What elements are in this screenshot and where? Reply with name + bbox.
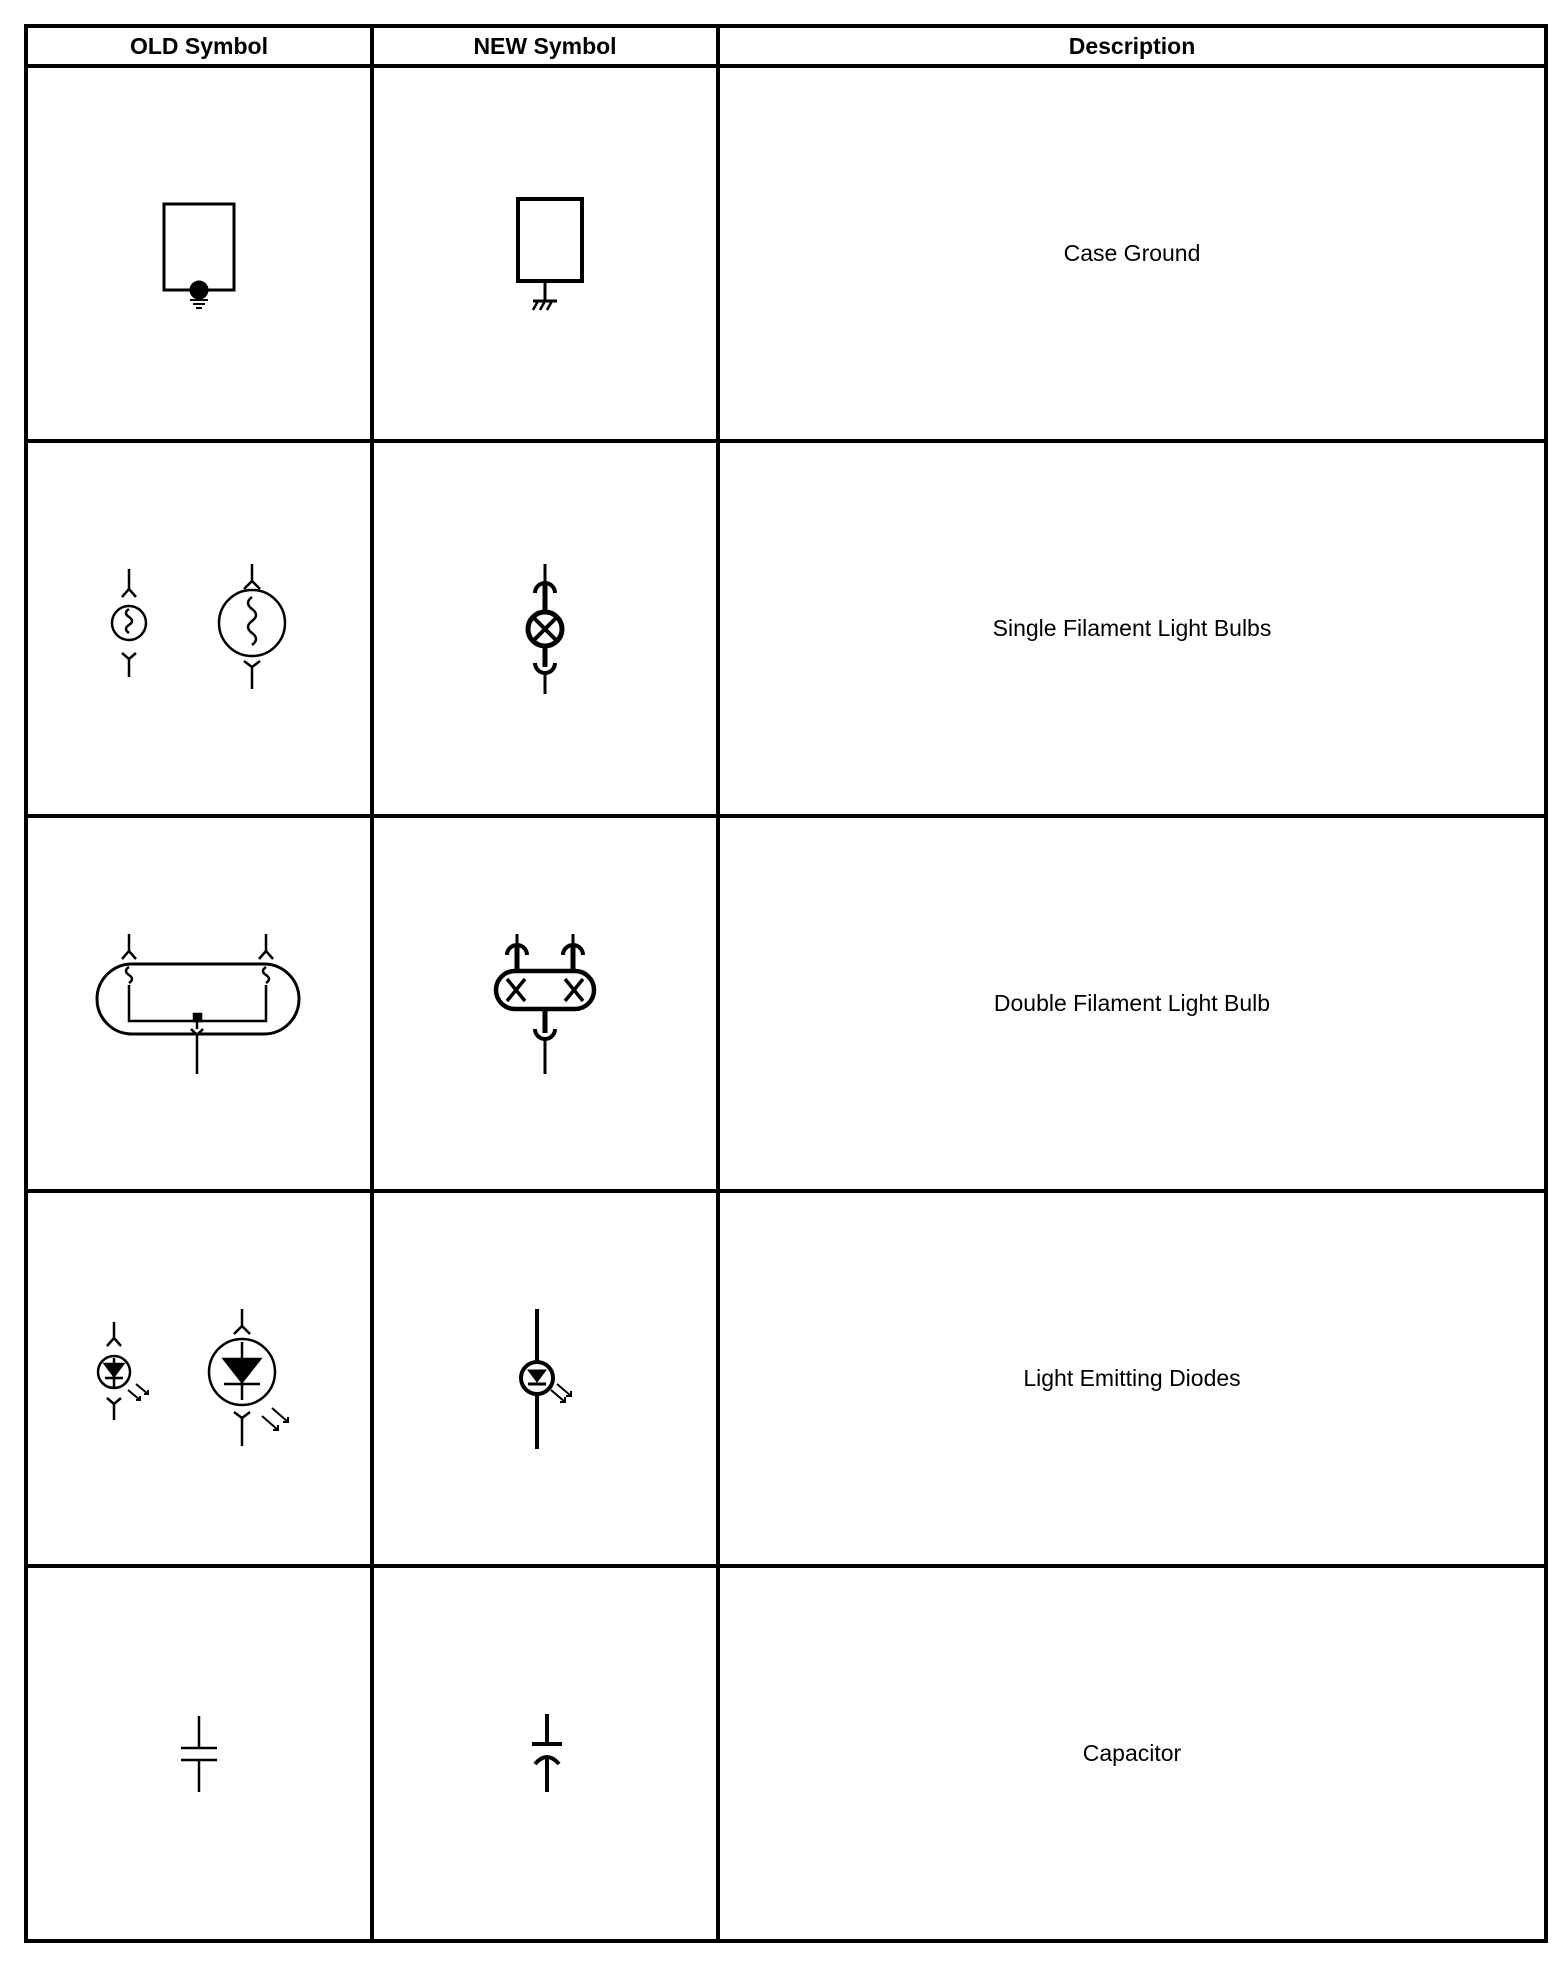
new-symbol-cell: [372, 1566, 718, 1941]
description-cell: Single Filament Light Bulbs: [718, 441, 1546, 816]
led-old-icon: [84, 1304, 314, 1454]
new-symbol-cell: [372, 441, 718, 816]
header-description: Description: [718, 26, 1546, 66]
symbol-comparison-table: [24, 24, 1548, 1943]
single-filament-bulb-old-icon: [89, 559, 309, 699]
case-ground-old-icon: [139, 194, 259, 314]
table-row: [26, 66, 1546, 441]
old-symbol-cell: [26, 441, 372, 816]
table-row: [26, 1191, 1546, 1566]
single-filament-bulb-new-icon: [495, 559, 595, 699]
double-filament-bulb-new-icon: [490, 929, 600, 1079]
table-row: [26, 1566, 1546, 1941]
capacitor-old-icon: [159, 1704, 239, 1804]
table-row: [26, 816, 1546, 1191]
old-symbol-cell: [26, 1566, 372, 1941]
led-new-icon: [495, 1304, 595, 1454]
description-cell: Case Ground: [718, 66, 1546, 441]
table-row: [26, 441, 1546, 816]
description-cell: Double Filament Light Bulb: [718, 816, 1546, 1191]
old-symbol-cell: [26, 66, 372, 441]
new-symbol-cell: [372, 1191, 718, 1566]
description-cell: Light Emitting Diodes: [718, 1191, 1546, 1566]
new-symbol-cell: [372, 66, 718, 441]
header-new-symbol: NEW Symbol: [372, 26, 718, 66]
header-old-symbol: OLD Symbol: [26, 26, 372, 66]
case-ground-new-icon: [485, 189, 605, 319]
old-symbol-cell: [26, 1191, 372, 1566]
description-cell: Capacitor: [718, 1566, 1546, 1941]
old-symbol-cell: [26, 816, 372, 1191]
double-filament-bulb-old-icon: [94, 929, 304, 1079]
new-symbol-cell: [372, 816, 718, 1191]
header-row: [26, 26, 1546, 66]
capacitor-new-icon: [505, 1704, 585, 1804]
